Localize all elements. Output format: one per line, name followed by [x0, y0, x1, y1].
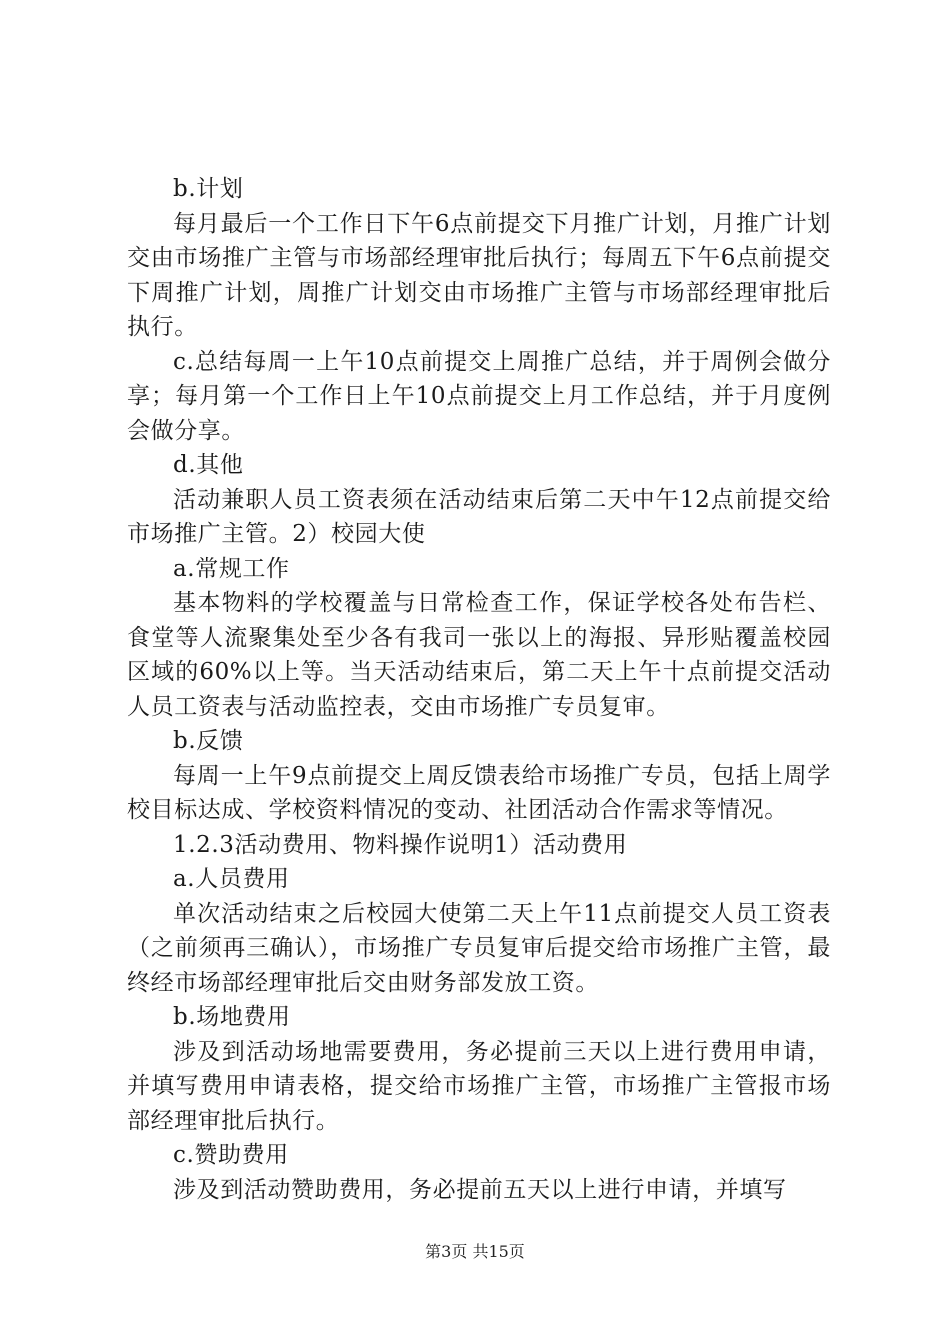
document-body — [127, 172, 831, 1207]
paragraph-venue-cost-detail: 涉及到活动场地需要费用，务必提前三天以上进行费用申请，并填写费用申请表格，提交给市场推广主管，市场推广主管报市场部经理审批后执行。 — [127, 1038, 831, 1134]
paragraph-routine-detail: 基本物料的学校覆盖与日常检查工作，保证学校各处布告栏、食堂等人流聚集处至少各有我司一张以上的海报、异形贴覆盖校园区域的60%以上等。当天活动结束后，第二天上午十点前提交活动人员工资表与活动监控表，交由市场推广专员复审。 — [127, 590, 831, 720]
paragraph-heading-routine: a.常规工作 — [173, 555, 290, 582]
page-number-footer: 第3页 共15页 — [425, 1242, 525, 1261]
paragraph-heading-venue-cost: b.场地费用 — [173, 1004, 291, 1030]
paragraph-plan-detail: 每月最后一个工作日下午6点前提交下月推广计划，月推广计划交由市场推广主管与市场部经理审批后执行；每周五下午6点前提交下周推广计划，周推广计划交由市场推广主管与市场部经理审批后执行。 — [127, 210, 831, 340]
paragraph-other-detail: 活动兼职人员工资表须在活动结束后第二天中午12点前提交给市场推广主管。2）校园大使 — [127, 486, 831, 547]
paragraph-heading-sponsor-cost: c.赞助费用 — [173, 1142, 289, 1168]
paragraph-heading-other: d.其他 — [173, 452, 244, 478]
paragraph-feedback-detail: 每周一上午9点前提交上周反馈表给市场推广专员，包括上周学校目标达成、学校资料情况的变动、社团活动合作需求等情况。 — [127, 762, 831, 823]
paragraph-section-1-2-3: 1.2.3活动费用、物料操作说明1）活动费用 — [173, 831, 628, 858]
paragraph-heading-staff-cost: a.人员费用 — [173, 866, 290, 892]
paragraph-sponsor-cost-detail: 涉及到活动赞助费用，务必提前五天以上进行申请，并填写 — [173, 1176, 787, 1203]
paragraph-heading-plan: b.计划 — [173, 176, 244, 202]
paragraph-heading-feedback: b.反馈 — [173, 728, 244, 754]
paragraph-summary: c.总结每周一上午10点前提交上周推广总结，并于周例会做分享；每月第一个工作日上午10点前提交上月工作总结，并于月度例会做分享。 — [127, 348, 831, 444]
paragraph-staff-cost-detail: 单次活动结束之后校园大使第二天上午11点前提交人员工资表（之前须再三确认），市场推广专员复审后提交给市场推广主管，最终经市场部经理审批后交由财务部发放工资。 — [127, 900, 831, 996]
